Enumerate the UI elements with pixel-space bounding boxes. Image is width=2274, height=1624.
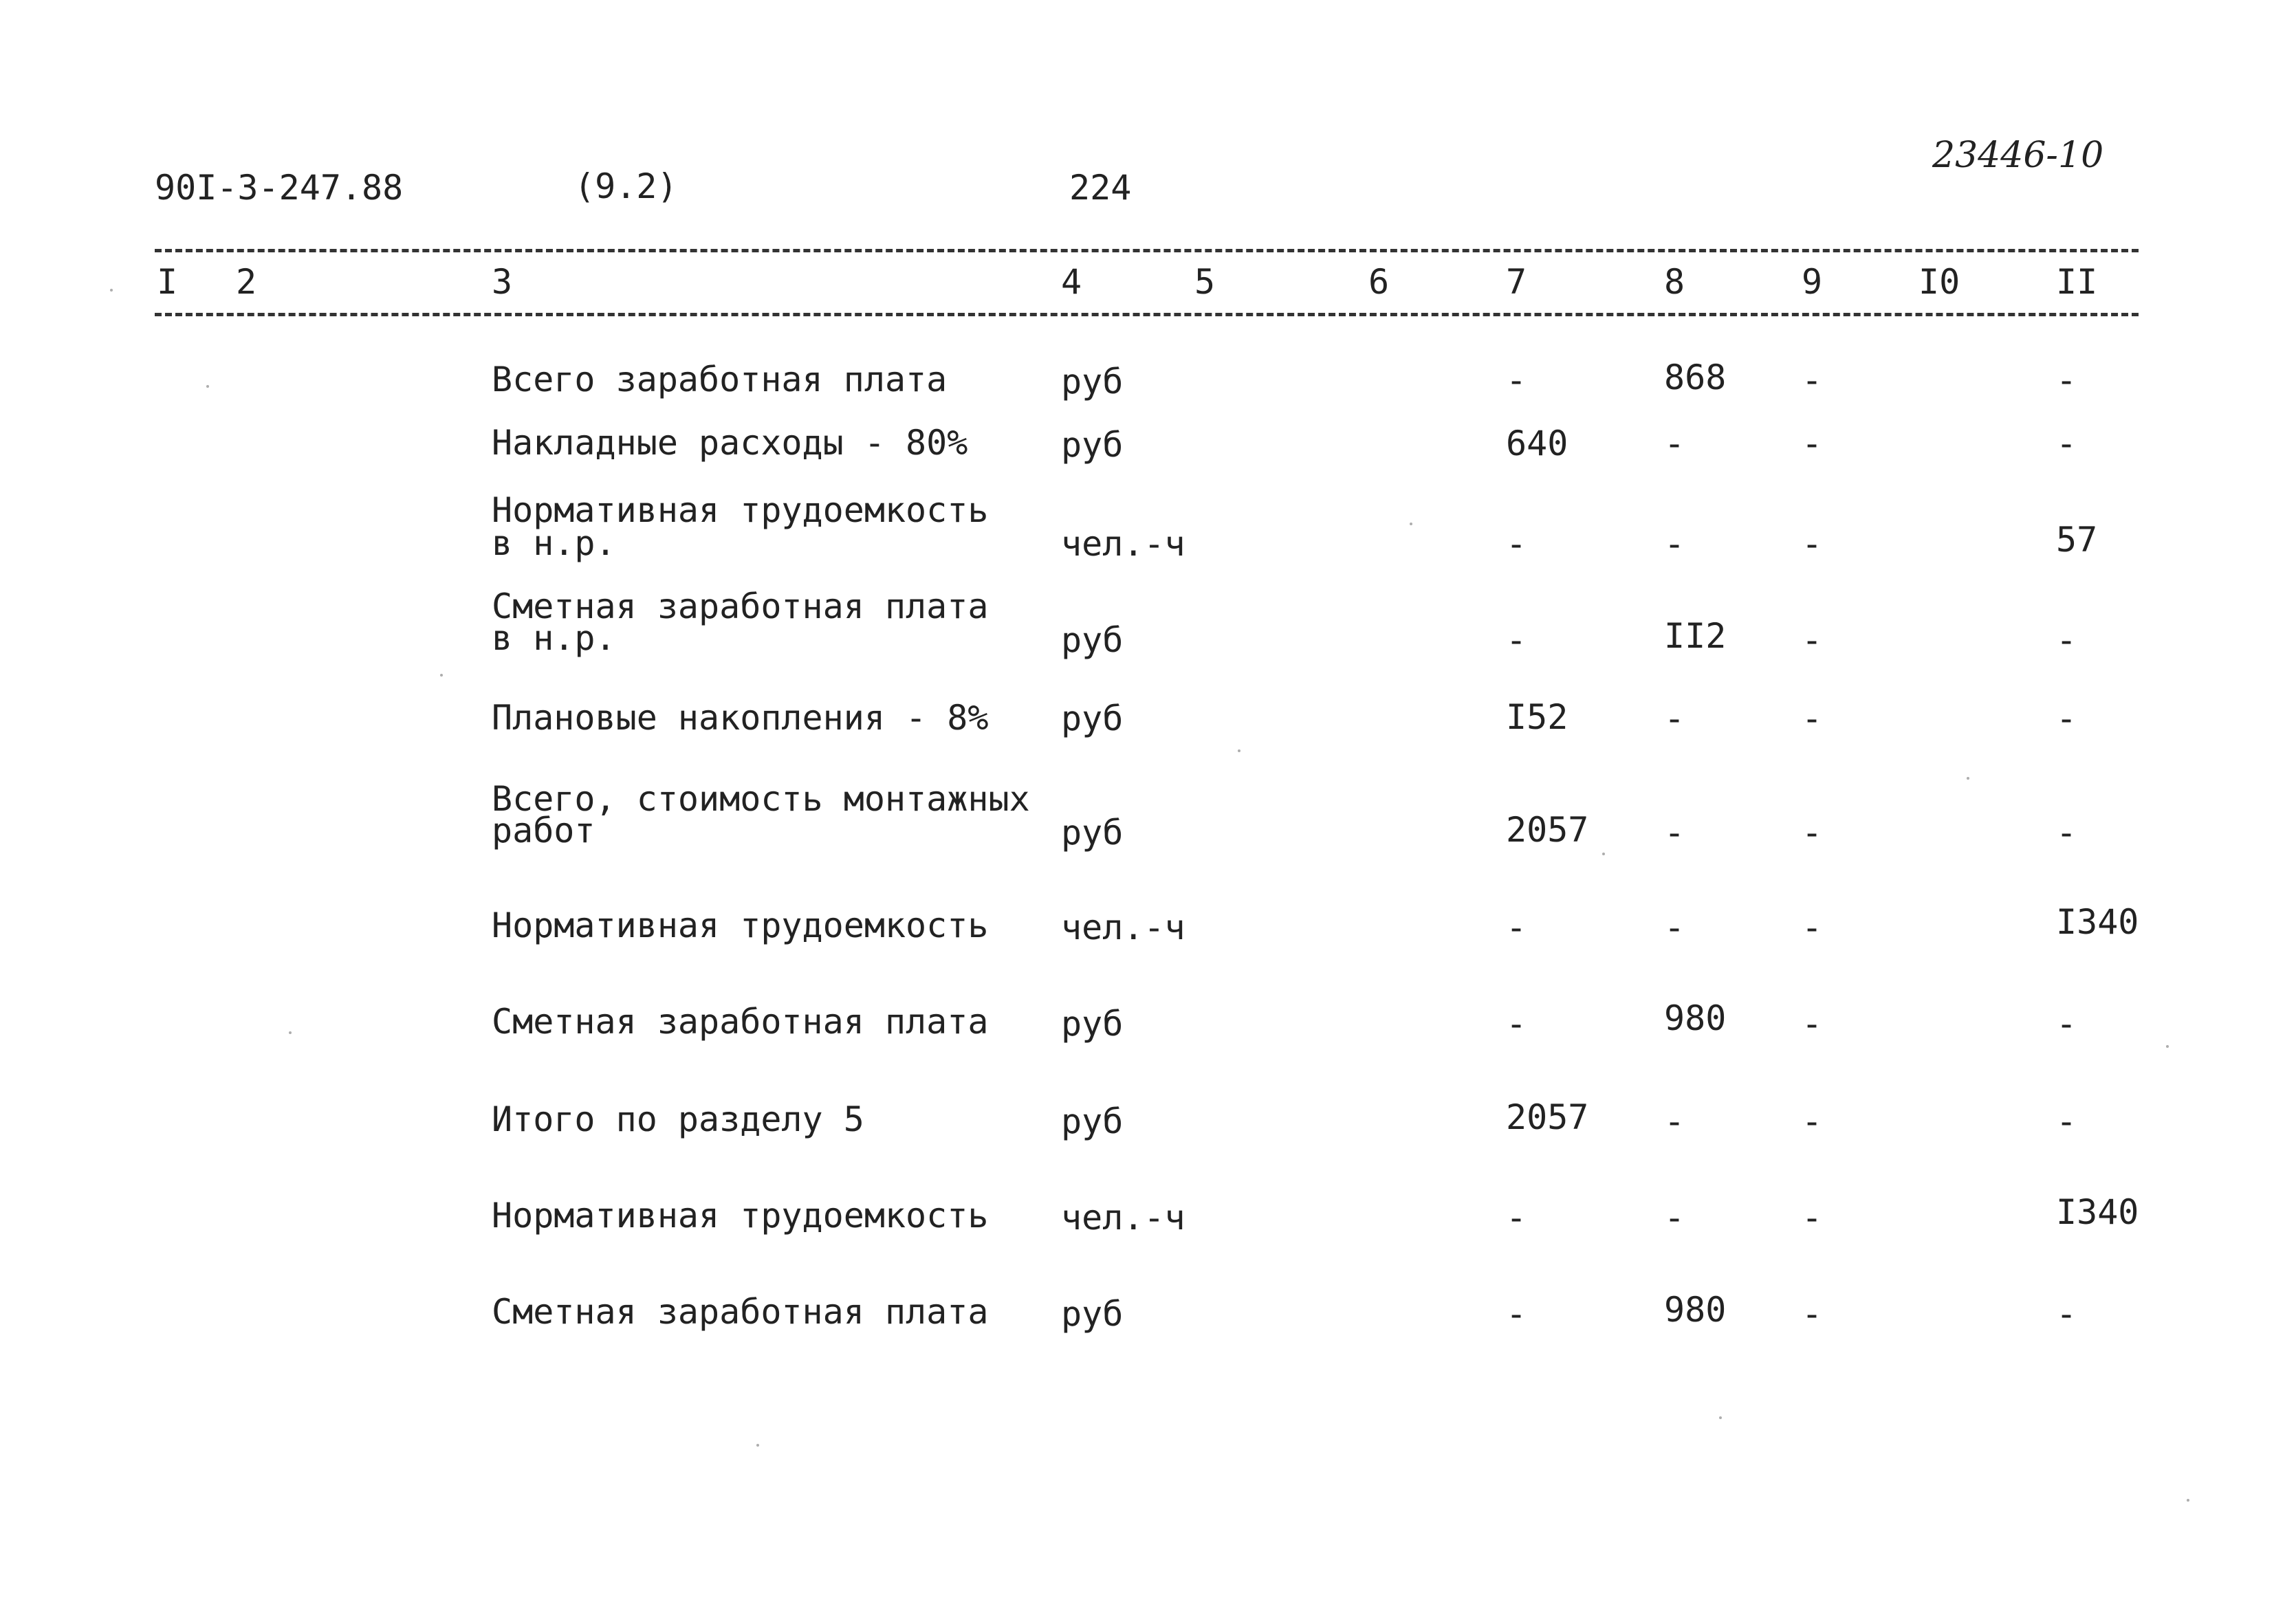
row-label: Нормативная трудоемкость (492, 1196, 989, 1236)
row-unit: руб (1061, 425, 1124, 465)
row-unit: руб (1061, 813, 1124, 853)
column-header-9: 9 (1802, 262, 1823, 302)
column-header-10: I0 (1918, 262, 1960, 302)
cell-col9: - (1802, 524, 1823, 564)
cell-col11: - (2056, 1004, 2077, 1044)
row-label-line2: в н.р. (492, 523, 616, 563)
cell-col8: - (1664, 1101, 1685, 1141)
page-number: 224 (1069, 168, 1132, 208)
row-label: Сметная заработная плата (492, 1002, 989, 1042)
scan-speck (1238, 749, 1240, 752)
row-unit: руб (1061, 1101, 1124, 1141)
scan-speck (2166, 1045, 2169, 1048)
cell-col9: - (1802, 620, 1823, 660)
cell-col8: 980 (1664, 998, 1727, 1038)
cell-col7: 640 (1506, 424, 1568, 463)
scan-speck (206, 385, 209, 388)
cell-col7: I52 (1506, 697, 1568, 737)
column-header-1: I (157, 262, 178, 302)
column-header-3: 3 (492, 262, 513, 302)
cell-col11: 57 (2056, 520, 2098, 560)
cell-col8: - (1664, 424, 1685, 463)
column-header-8: 8 (1664, 262, 1685, 302)
scan-speck (2187, 1499, 2189, 1502)
doc-code: 90I-3-247.88 (155, 168, 404, 208)
section-number: (9.2) (574, 166, 678, 206)
header-bottom-rule (155, 313, 2139, 316)
row-label: Итого по разделу 5 (492, 1099, 864, 1139)
scan-speck (289, 1031, 292, 1034)
column-header-7: 7 (1506, 262, 1527, 302)
cell-col8: 980 (1664, 1290, 1727, 1330)
cell-col8: II2 (1664, 616, 1727, 656)
row-unit: чел.-ч (1061, 524, 1185, 564)
cell-col9: - (1802, 424, 1823, 463)
cell-col8: - (1664, 699, 1685, 738)
cell-col7: - (1506, 620, 1527, 660)
cell-col8: - (1664, 1198, 1685, 1238)
cell-col9: - (1802, 908, 1823, 947)
cell-col8: - (1664, 524, 1685, 564)
cell-col11: - (2056, 699, 2077, 738)
scan-speck (1410, 523, 1412, 525)
row-unit: руб (1061, 620, 1124, 660)
cell-col9: - (1802, 699, 1823, 738)
row-label-line1: Сметная заработная плата (492, 586, 989, 626)
archive-number: 23446-10 (1932, 135, 2104, 176)
cell-col11: - (2056, 360, 2077, 400)
cell-col8: - (1664, 813, 1685, 853)
cell-col7: 2057 (1506, 810, 1589, 850)
header-top-rule (155, 249, 2139, 252)
row-unit: чел.-ч (1061, 908, 1185, 947)
cell-col9: - (1802, 813, 1823, 853)
row-label-line2: работ (492, 811, 595, 851)
cell-col8: 868 (1664, 358, 1727, 397)
cell-col11: - (2056, 1294, 2077, 1334)
cell-col9: - (1802, 1294, 1823, 1334)
cell-col7: - (1506, 1294, 1527, 1334)
column-header-6: 6 (1368, 262, 1390, 302)
row-label: Всего заработная плата (492, 360, 948, 399)
row-unit: руб (1061, 362, 1124, 402)
row-unit: руб (1061, 1004, 1124, 1044)
cell-col7: - (1506, 908, 1527, 947)
row-unit: руб (1061, 699, 1124, 738)
cell-col8: - (1664, 908, 1685, 947)
cell-col11: - (2056, 424, 2077, 463)
cell-col11: - (2056, 620, 2077, 660)
cell-col7: - (1506, 524, 1527, 564)
scan-speck (1602, 853, 1605, 855)
cell-col7: - (1506, 1198, 1527, 1238)
row-label: Накладные расходы - 80% (492, 423, 968, 463)
cell-col11: - (2056, 1101, 2077, 1141)
cell-col9: - (1802, 360, 1823, 400)
column-header-2: 2 (236, 262, 257, 302)
cell-col11: - (2056, 813, 2077, 853)
cell-col9: - (1802, 1004, 1823, 1044)
cell-col11: I340 (2056, 902, 2139, 942)
cell-col7: 2057 (1506, 1097, 1589, 1137)
cell-col11: I340 (2056, 1192, 2139, 1232)
scan-speck (1967, 777, 1969, 780)
scan-speck (110, 289, 113, 292)
row-unit: руб (1061, 1294, 1124, 1334)
column-header-5: 5 (1194, 262, 1216, 302)
column-header-4: 4 (1061, 262, 1082, 302)
row-label-line1: Нормативная трудоемкость (492, 490, 989, 530)
cell-col9: - (1802, 1198, 1823, 1238)
row-label-line1: Всего, стоимость монтажных (492, 779, 1030, 819)
row-unit: чел.-ч (1061, 1198, 1185, 1238)
row-label: Сметная заработная плата (492, 1292, 989, 1332)
scan-speck (1719, 1416, 1722, 1419)
scan-speck (440, 674, 443, 677)
row-label: Плановые накопления - 8% (492, 698, 989, 738)
column-header-11: II (2056, 262, 2098, 302)
row-label: Нормативная трудоемкость (492, 906, 989, 945)
cell-col7: - (1506, 360, 1527, 400)
row-label-line2: в н.р. (492, 618, 616, 658)
cell-col7: - (1506, 1004, 1527, 1044)
scan-speck (756, 1444, 759, 1447)
cell-col9: - (1802, 1101, 1823, 1141)
